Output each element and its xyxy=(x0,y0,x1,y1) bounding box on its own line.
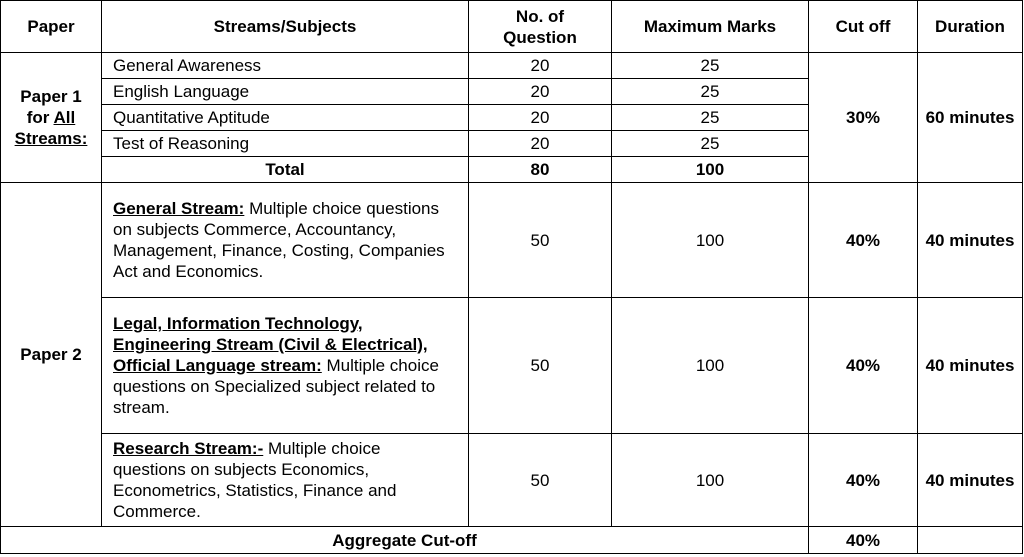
paper1-label-streams: Streams: xyxy=(14,129,88,148)
stream-marks: 100 xyxy=(612,183,809,298)
subject-marks: 25 xyxy=(612,105,809,131)
subject-name: English Language xyxy=(102,79,469,105)
stream-duration: 40 minutes xyxy=(918,183,1023,298)
table-row xyxy=(1,183,1023,298)
header-questions: No. of Question xyxy=(469,1,612,53)
stream-description xyxy=(102,434,469,527)
subject-marks: 25 xyxy=(612,53,809,79)
stream-marks: 100 xyxy=(612,434,809,527)
table-row xyxy=(1,434,1023,527)
stream-questions: 50 xyxy=(469,298,612,434)
subject-questions: 20 xyxy=(469,53,612,79)
stream-title: General Stream: xyxy=(113,199,245,218)
stream-title: Research Stream:- xyxy=(113,439,264,458)
stream-description xyxy=(102,183,469,298)
stream-text: Multiple choice questions on subjects Economics, Econometrics, Statistics, Finance and Commerce. xyxy=(113,439,397,521)
paper1-label-all: All xyxy=(53,108,76,127)
stream-text: Multiple choice questions on Specialized subject related to stream. xyxy=(113,356,439,417)
subject-questions: 20 xyxy=(469,105,612,131)
header-paper: Paper xyxy=(1,1,102,53)
aggregate-label: Aggregate Cut-off xyxy=(1,527,809,554)
stream-text: Multiple choice questions on subjects Commerce, Accountancy, Management, Finance, Costing, Companies Act and Economics. xyxy=(113,199,445,281)
table-row xyxy=(1,298,1023,434)
stream-cutoff: 40% xyxy=(809,298,918,434)
paper2-label: Paper 2 xyxy=(1,183,102,527)
aggregate-empty-cell xyxy=(918,527,1023,554)
paper1-label: Paper 1 xyxy=(20,87,82,106)
stream-questions: 50 xyxy=(469,183,612,298)
stream-duration: 40 minutes xyxy=(918,434,1023,527)
stream-marks: 100 xyxy=(612,298,809,434)
paper1-cutoff: 30% xyxy=(809,53,918,183)
aggregate-cutoff: 40% xyxy=(809,527,918,554)
header-max-marks: Maximum Marks xyxy=(612,1,809,53)
paper1-label-cell xyxy=(1,53,102,183)
stream-title: Legal, Information Technology, Engineering Stream (Civil & Electrical), Official Language stream: xyxy=(113,314,428,375)
stream-duration: 40 minutes xyxy=(918,298,1023,434)
subject-name: General Awareness xyxy=(102,53,469,79)
subject-questions: 20 xyxy=(469,131,612,157)
paper1-duration: 60 minutes xyxy=(918,53,1023,183)
table-row xyxy=(1,53,1023,79)
stream-description xyxy=(102,298,469,434)
paper1-label-for: for xyxy=(26,108,50,127)
stream-cutoff: 40% xyxy=(809,183,918,298)
subject-marks: 25 xyxy=(612,131,809,157)
subject-name: Quantitative Aptitude xyxy=(102,105,469,131)
stream-questions: 50 xyxy=(469,434,612,527)
aggregate-row xyxy=(1,527,1023,554)
total-questions: 80 xyxy=(469,157,612,183)
stream-cutoff: 40% xyxy=(809,434,918,527)
table-header-row xyxy=(1,1,1023,53)
total-label: Total xyxy=(102,157,469,183)
subject-marks: 25 xyxy=(612,79,809,105)
header-duration: Duration xyxy=(918,1,1023,53)
total-marks: 100 xyxy=(612,157,809,183)
header-cutoff: Cut off xyxy=(809,1,918,53)
subject-name: Test of Reasoning xyxy=(102,131,469,157)
header-streams: Streams/Subjects xyxy=(102,1,469,53)
subject-questions: 20 xyxy=(469,79,612,105)
